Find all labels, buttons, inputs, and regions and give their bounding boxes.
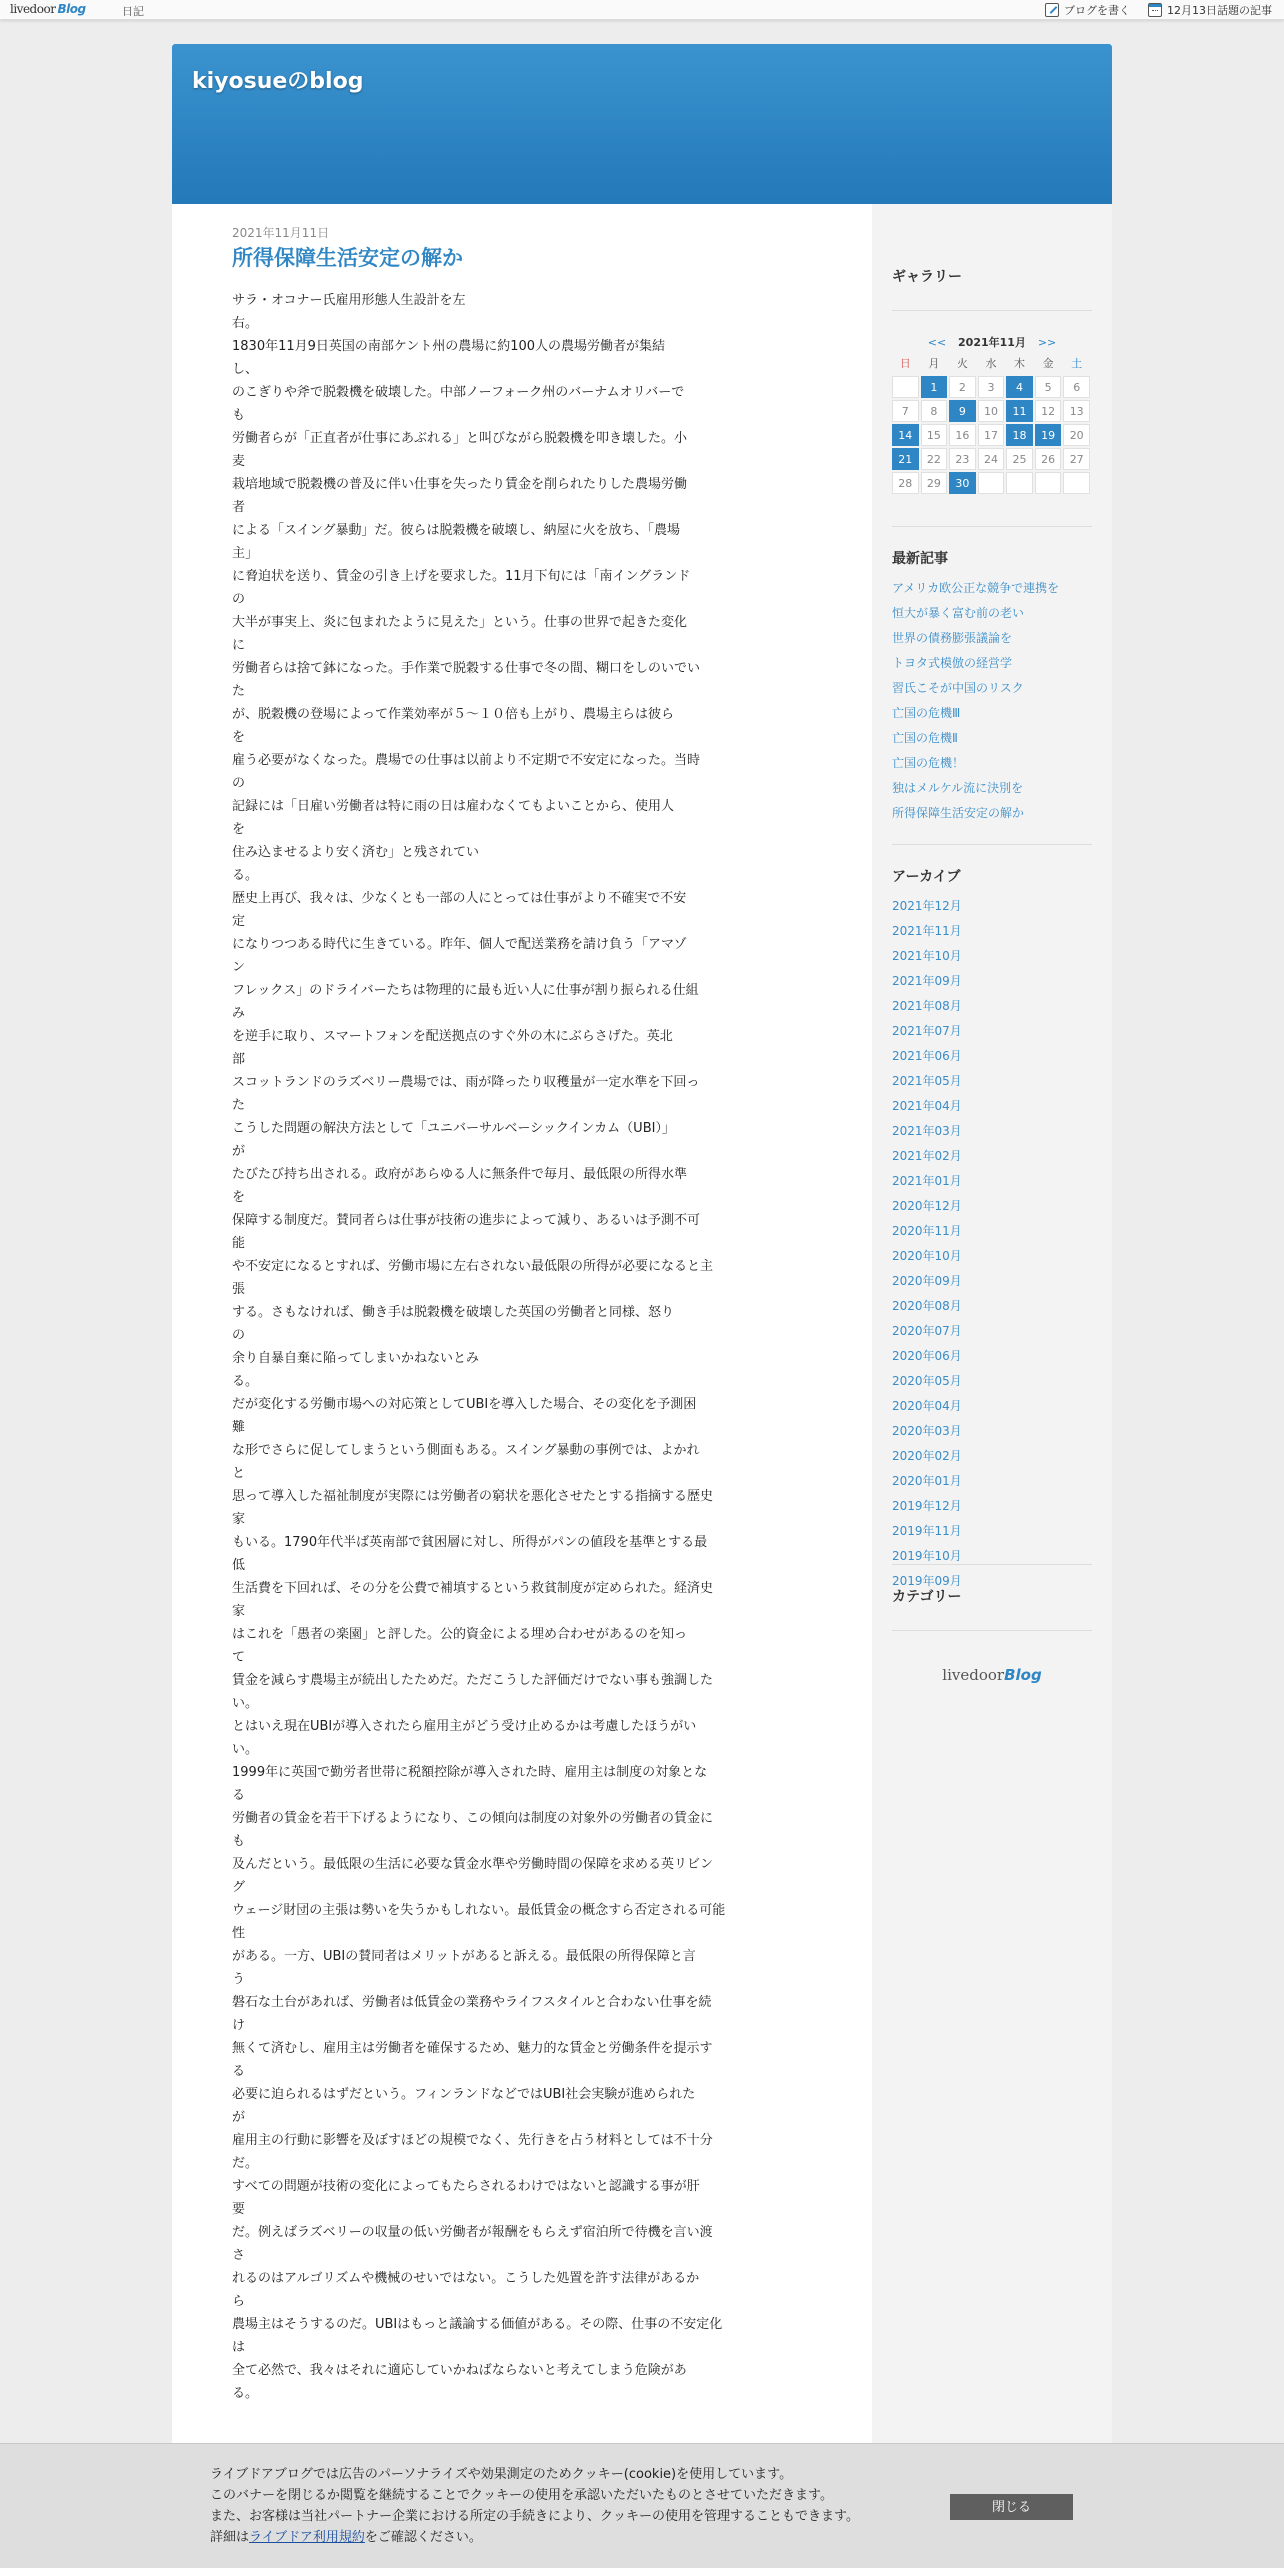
article-line: た	[232, 684, 246, 699]
cookie-text	[210, 2464, 859, 2548]
article-line: 性	[232, 1926, 246, 1941]
article-line: の	[232, 776, 246, 791]
article-line: み	[232, 1006, 246, 1021]
article-line: 生活費を下回れば、その分を公費で補填するという救貧制度が定められた。経済史	[232, 1581, 714, 1596]
calendar-empty-cell	[892, 376, 919, 398]
divider	[892, 1564, 1092, 1565]
article-line: 歴史上再び、我々は、少なくとも一部の人にとっては仕事がより不確実で不安	[232, 891, 687, 906]
calendar-weekday: 水	[985, 357, 997, 370]
article-line: れるのはアルゴリズムや機械のせいではない。こうした処置を許す法律があるか	[232, 2271, 700, 2286]
logo-text: livedoor	[10, 2, 56, 16]
article-line: 1999年に英国で勤労者世帯に税額控除が導入された時、雇用主は制度の対象とな	[232, 1765, 708, 1780]
archive-link[interactable]: 2020年09月	[892, 1274, 962, 1288]
recent-post-link[interactable]: 恒大が暴く富む前の老い	[892, 606, 1025, 620]
article-line: や不安定になるとすれば、労働市場に左右されない最低限の所得が必要になると主	[232, 1259, 714, 1274]
article-line: 部	[232, 1052, 246, 1067]
article-line: し、	[232, 362, 259, 377]
divider	[892, 1630, 1092, 1631]
calendar-day: 5	[1035, 376, 1062, 398]
archive-list	[892, 894, 1092, 1594]
article-line: だ。	[232, 2156, 259, 2171]
article-line: 要	[232, 2202, 246, 2217]
article-body	[232, 289, 792, 2405]
recent-list	[892, 576, 1092, 826]
article-line: 能	[232, 1236, 246, 1251]
calendar-next[interactable]: >>	[1037, 336, 1057, 349]
calendar-weekday: 火	[956, 357, 968, 370]
logo-blog-text: Blog	[57, 2, 86, 16]
article-line: 者	[232, 500, 246, 515]
recent-post-link[interactable]: 独はメルケル流に決別を	[892, 781, 1024, 795]
article-line: 賃金を減らす農場主が続出したためだ。ただこうした評価だけでない事も強調した	[232, 1673, 714, 1688]
article-line: とはいえ現在UBIが導入されたら雇用主がどう受け止めるかは考慮したほうがい	[232, 1719, 697, 1734]
calendar-day[interactable]: 14	[892, 424, 919, 446]
article-line: 麦	[232, 454, 246, 469]
today-topic-label: 12月13日話題の記事	[1167, 4, 1272, 17]
archive-link[interactable]: 2019年11月	[892, 1524, 962, 1538]
archive-link[interactable]: 2019年12月	[892, 1499, 962, 1513]
article-line: 住み込ませるより安く済む」と残されてい	[232, 845, 480, 860]
calendar-icon	[1148, 3, 1162, 17]
article-line: 思って導入した福祉制度が実際には労働者の窮状を悪化させたとする指摘する歴史	[232, 1489, 714, 1504]
article-line: け	[232, 2018, 246, 2033]
archive-link[interactable]: 2020年10月	[892, 1249, 962, 1263]
article-line: すべての問題が技術の変化によってもたらされるわけではないと認識する事が肝	[232, 2179, 700, 2194]
calendar-empty-cell	[1063, 472, 1090, 494]
calendar-header	[892, 334, 1092, 350]
article-line: がある。一方、UBIの賛同者はメリットがあると訴える。最低限の所得保障と言	[232, 1949, 696, 1964]
article-line: を	[232, 730, 246, 745]
calendar-day[interactable]: 9	[949, 400, 976, 422]
article-line: スコットランドのラズベリー農場では、雨が降ったり収穫量が一定水準を下回っ	[232, 1075, 700, 1090]
article-line: する。さもなければ、働き手は脱穀機を破壊した英国の労働者と同様、怒り	[232, 1305, 675, 1320]
cookie-close-button[interactable]: 閉じる	[950, 2494, 1073, 2520]
article-line: も	[232, 408, 246, 423]
calendar-day: 10	[978, 400, 1005, 422]
article-line: による「スイング暴動」だ。彼らは脱穀機を破壊し、納屋に火を放ち、「農場	[232, 523, 680, 538]
archive-link[interactable]: 2021年01月	[892, 1174, 962, 1188]
archive-link[interactable]: 2020年01月	[892, 1474, 962, 1488]
calendar-day: 15	[921, 424, 948, 446]
footer-logo-text: livedoor	[942, 1666, 1005, 1684]
cookie-line: ライブドアブログでは広告のパーソナライズや効果測定のためクッキー(cookie)を使用しています。	[210, 2467, 793, 2482]
archive-link[interactable]: 2019年09月	[892, 1574, 962, 1588]
article-line: ン	[232, 960, 246, 975]
article-line: のこぎりや斧で脱穀機を破壊した。中部ノーフォーク州のバーナムオリバーで	[232, 385, 685, 400]
divider	[892, 526, 1092, 527]
recent-post-link[interactable]: トヨタ式模倣の経営学	[892, 656, 1013, 670]
today-topic-link[interactable]	[1148, 2, 1272, 18]
cookie-line: また、お客様は当社パートナー企業における所定の手続きにより、クッキーの使用を管理することもできます。	[210, 2509, 859, 2524]
calendar-weekday: 木	[1014, 357, 1026, 370]
article-line: 余り自暴自棄に陥ってしまいかねないとみ	[232, 1351, 480, 1366]
archive-link[interactable]: 2021年08月	[892, 999, 962, 1013]
gallery-heading: ギャラリー	[892, 269, 962, 285]
calendar-weekday: 月	[928, 357, 940, 370]
article-line: な形でさらに促してしまうという側面もある。スイング暴動の事例では、よかれ	[232, 1443, 700, 1458]
archive-link[interactable]: 2021年03月	[892, 1124, 962, 1138]
article-line: 保障する制度だ。賛同者らは仕事が技術の進歩によって減り、あるいは予測不可	[232, 1213, 701, 1228]
blog-header	[172, 44, 1112, 204]
pen-icon	[1045, 3, 1059, 17]
cookie-line: このバナーを閉じるか閲覧を継続することでクッキーの使用を承認いただいたものとさせていただきます。	[210, 2488, 833, 2503]
article-line: の	[232, 1328, 246, 1343]
recent-post-link[interactable]: 所得保障生活安定の解か	[892, 806, 1025, 820]
archive-link[interactable]: 2020年11月	[892, 1224, 962, 1238]
cookie-banner	[0, 2443, 1284, 2568]
recent-heading: 最新記事	[892, 551, 948, 567]
divider	[892, 844, 1092, 845]
terms-link[interactable]: ライブドア利用規約	[249, 2530, 365, 2545]
article-line: フレックス」のドライバーたちは物理的に最も近い人に仕事が割り振られる仕組	[232, 983, 699, 998]
article-line: 雇う必要がなくなった。農場での仕事は以前より不定期で不安定になった。当時	[232, 753, 701, 768]
article-line: と	[232, 1466, 246, 1481]
recent-post-link[interactable]: 亡国の危機Ⅱ	[892, 731, 958, 745]
article-line: 磐石な土台があれば、労働者は低賃金の業務やライフスタイルと合わない仕事を続	[232, 1995, 712, 2010]
article-line: 栽培地域で脱穀機の普及に伴い仕事を失ったり賃金を削られたりした農場労働	[232, 477, 688, 492]
archive-link[interactable]: 2021年06月	[892, 1049, 962, 1063]
archive-link[interactable]: 2021年12月	[892, 899, 962, 913]
article-line: 定	[232, 914, 246, 929]
archive-link[interactable]: 2021年05月	[892, 1074, 962, 1088]
article-line: を	[232, 822, 246, 837]
footer-logo-blog: Blog	[1004, 1666, 1042, 1684]
calendar-day: 12	[1035, 400, 1062, 422]
archive-link[interactable]: 2020年03月	[892, 1424, 962, 1438]
article-line: が、脱穀機の登場によって作業効率が５～１０倍も上がり、農場主らは彼ら	[232, 707, 675, 722]
calendar-day: 3	[978, 376, 1005, 398]
article	[232, 224, 792, 2405]
cookie-detail-suffix: をご確認ください。	[364, 2530, 482, 2545]
article-line: グ	[232, 1880, 246, 1895]
article-line: も	[232, 1834, 246, 1849]
article-line: を	[232, 1190, 246, 1205]
article-line: の	[232, 592, 246, 607]
article-line: を逆手に取り、スマートフォンを配送拠点のすぐ外の木にぶらさげた。英北	[232, 1029, 673, 1044]
category-heading: カテゴリー	[892, 1589, 962, 1605]
calendar-day[interactable]: 30	[949, 472, 976, 494]
sidebar	[872, 204, 1112, 2544]
article-line: 右。	[232, 316, 259, 331]
archive-heading: アーカイブ	[892, 869, 961, 885]
calendar-day[interactable]: 21	[892, 448, 919, 470]
calendar-month: 2021年11月	[958, 336, 1026, 349]
calendar-day: 7	[892, 400, 919, 422]
article-line: が	[232, 1144, 246, 1159]
article-line: になりつつある時代に生きている。昨年、個人で配送業務を請け負う「アマゾ	[232, 937, 687, 952]
calendar-day: 22	[921, 448, 948, 470]
write-blog-link[interactable]	[1045, 2, 1130, 18]
archive-link[interactable]: 2019年10月	[892, 1549, 962, 1563]
archive-link[interactable]: 2020年02月	[892, 1449, 962, 1463]
calendar-day: 23	[949, 448, 976, 470]
recent-post-link[interactable]: 亡国の危機！	[892, 756, 965, 770]
recent-post-link[interactable]: 世界の債務膨張議論を	[892, 631, 1013, 645]
article-line: 家	[232, 1512, 246, 1527]
archive-link[interactable]: 2020年06月	[892, 1349, 962, 1363]
article-title[interactable]: 所得保障生活安定の解か	[232, 246, 463, 270]
cookie-detail-prefix: 詳細は	[210, 2530, 250, 2545]
calendar-day: 26	[1035, 448, 1062, 470]
cookie-line	[210, 2527, 859, 2548]
article-line: 低	[232, 1558, 246, 1573]
calendar-day: 2	[949, 376, 976, 398]
article-line: 及んだという。最低限の生活に必要な賃金水準や労働時間の保障を求める英リビン	[232, 1857, 714, 1872]
calendar-day: 8	[921, 400, 948, 422]
calendar-day[interactable]: 1	[921, 376, 948, 398]
calendar-prev[interactable]: <<	[927, 336, 947, 349]
article-line: に	[232, 638, 246, 653]
article-line: 家	[232, 1604, 246, 1619]
article-line: は	[232, 2340, 246, 2355]
archive-link[interactable]: 2020年05月	[892, 1374, 962, 1388]
divider	[892, 310, 1092, 311]
article-line: 主」	[232, 546, 259, 561]
article-line: た	[232, 1098, 246, 1113]
archive-link[interactable]: 2021年02月	[892, 1149, 962, 1163]
recent-post-link[interactable]: 亡国の危機Ⅲ	[892, 706, 961, 720]
calendar-empty-cell	[1006, 472, 1033, 494]
livedoor-blog-logo[interactable]	[10, 2, 86, 16]
archive-link[interactable]: 2021年07月	[892, 1024, 962, 1038]
top-bar	[0, 0, 1284, 20]
calendar-grid	[890, 350, 1092, 496]
archive-link[interactable]: 2020年08月	[892, 1299, 962, 1313]
calendar	[892, 334, 1092, 496]
article-line: る	[232, 2064, 246, 2079]
article-line: い。	[232, 1696, 259, 1711]
archive-link[interactable]: 2020年07月	[892, 1324, 962, 1338]
article-line: る。	[232, 1374, 259, 1389]
archive-link[interactable]: 2020年12月	[892, 1199, 962, 1213]
article-line: 労働者らは捨て鉢になった。手作業で脱穀する仕事で冬の間、糊口をしのいでい	[232, 661, 701, 676]
calendar-empty-cell	[978, 472, 1005, 494]
article-line: 労働者らが「正直者が仕事にあぶれる」と叫びながら脱穀機を叩き壊した。小	[232, 431, 688, 446]
calendar-day: 28	[892, 472, 919, 494]
blog-container	[172, 44, 1112, 2544]
article-line: サラ・オコナー氏雇用形態人生設計を左	[232, 293, 466, 308]
article-line: う	[232, 1972, 246, 1987]
article-line: ら	[232, 2294, 246, 2309]
article-line: もいる。1790年代半ば英南部で貧困層に対し、所得がパンの値段を基準とする最	[232, 1535, 708, 1550]
calendar-weekday: 日	[899, 357, 911, 370]
article-line: に脅迫状を送り、賃金の引き上げを要求した。11月下旬には「南イングランド	[232, 569, 691, 584]
article-line: 難	[232, 1420, 246, 1435]
article-line: こうした問題の解決方法として「ユニバーサルベーシックインカム（UBI）」	[232, 1121, 675, 1136]
article-line: い。	[232, 1742, 259, 1757]
calendar-day: 16	[949, 424, 976, 446]
calendar-day[interactable]: 4	[1006, 376, 1033, 398]
archive-link[interactable]: 2020年04月	[892, 1399, 962, 1413]
article-line: る	[232, 1788, 246, 1803]
calendar-day: 29	[921, 472, 948, 494]
livedoor-blog-footer-logo[interactable]	[892, 1666, 1092, 1684]
article-line: だが変化する労働市場への対応策としてUBIを導入した場合、その変化を予測困	[232, 1397, 697, 1412]
archive-link[interactable]: 2021年09月	[892, 974, 962, 988]
blog-title[interactable]: kiyosueのblog	[192, 69, 364, 94]
article-line: 記録には「日雇い労働者は特に雨の日は雇わなくてもよいことから、使用人	[232, 799, 675, 814]
article-line: る。	[232, 868, 259, 883]
article-date: 2021年11月11日	[232, 226, 330, 240]
article-line: 張	[232, 1282, 246, 1297]
calendar-day[interactable]: 19	[1035, 424, 1062, 446]
article-line: 雇用主の行動に影響を及ぼすほどの規模でなく、先行きを占う材料としては不十分	[232, 2133, 713, 2148]
calendar-day: 24	[978, 448, 1005, 470]
calendar-empty-cell	[1035, 472, 1062, 494]
calendar-day: 25	[1006, 448, 1033, 470]
article-line: だ。例えばラズベリーの収量の低い労働者が報酬をもらえず宿泊所で待機を言い渡	[232, 2225, 713, 2240]
article-line: る。	[232, 2386, 259, 2401]
calendar-weekday: 金	[1042, 357, 1054, 370]
article-line: ウェージ財団の主張は勢いを失うかもしれない。最低賃金の概念すら否定される可能	[232, 1903, 726, 1918]
recent-post-link[interactable]: 習氏こそが中国のリスク	[892, 681, 1024, 695]
write-blog-label: ブログを書く	[1064, 4, 1130, 17]
calendar-day: 27	[1063, 448, 1090, 470]
article-line: 1830年11月9日英国の南部ケント州の農場に約100人の農場労働者が集結	[232, 339, 666, 354]
calendar-day: 20	[1063, 424, 1090, 446]
article-line: たびたび持ち出される。政府があらゆる人に無条件で毎月、最低限の所得水準	[232, 1167, 688, 1182]
recent-post-link[interactable]: アメリカ欧公正な競争で連携を	[892, 581, 1060, 595]
archive-link[interactable]: 2021年11月	[892, 924, 962, 938]
article-line: 労働者の賃金を若干下げるようになり、この傾向は制度の対象外の労働者の賃金に	[232, 1811, 714, 1826]
calendar-day: 13	[1063, 400, 1090, 422]
article-line: さ	[232, 2248, 246, 2263]
archive-link[interactable]: 2021年04月	[892, 1099, 962, 1113]
calendar-day[interactable]: 11	[1006, 400, 1033, 422]
calendar-weekday: 土	[1071, 357, 1083, 370]
article-line: 無くて済むし、雇用主は労働者を確保するため、魅力的な賃金と労働条件を提示す	[232, 2041, 713, 2056]
calendar-day[interactable]: 18	[1006, 424, 1033, 446]
article-line: 全て必然で、我々はそれに適応していかねばならないと考えてしまう危険があ	[232, 2363, 687, 2378]
article-line: て	[232, 1650, 246, 1665]
archive-link[interactable]: 2021年10月	[892, 949, 962, 963]
calendar-day: 17	[978, 424, 1005, 446]
article-line: が	[232, 2110, 246, 2125]
article-line: 大半が事実上、炎に包まれたように見えた」という。仕事の世界で起きた変化	[232, 615, 688, 630]
article-line: 必要に迫られるはずだという。フィンランドなどではUBI社会実験が進められた	[232, 2087, 696, 2102]
diary-link[interactable]: 日記	[122, 5, 144, 18]
article-line: 農場主はそうするのだ。UBIはもっと議論する価値がある。その際、仕事の不安定化	[232, 2317, 723, 2332]
article-line: はこれを「愚者の楽園」と評した。公的資金による埋め合わせがあるのを知っ	[232, 1627, 688, 1642]
calendar-day: 6	[1063, 376, 1090, 398]
